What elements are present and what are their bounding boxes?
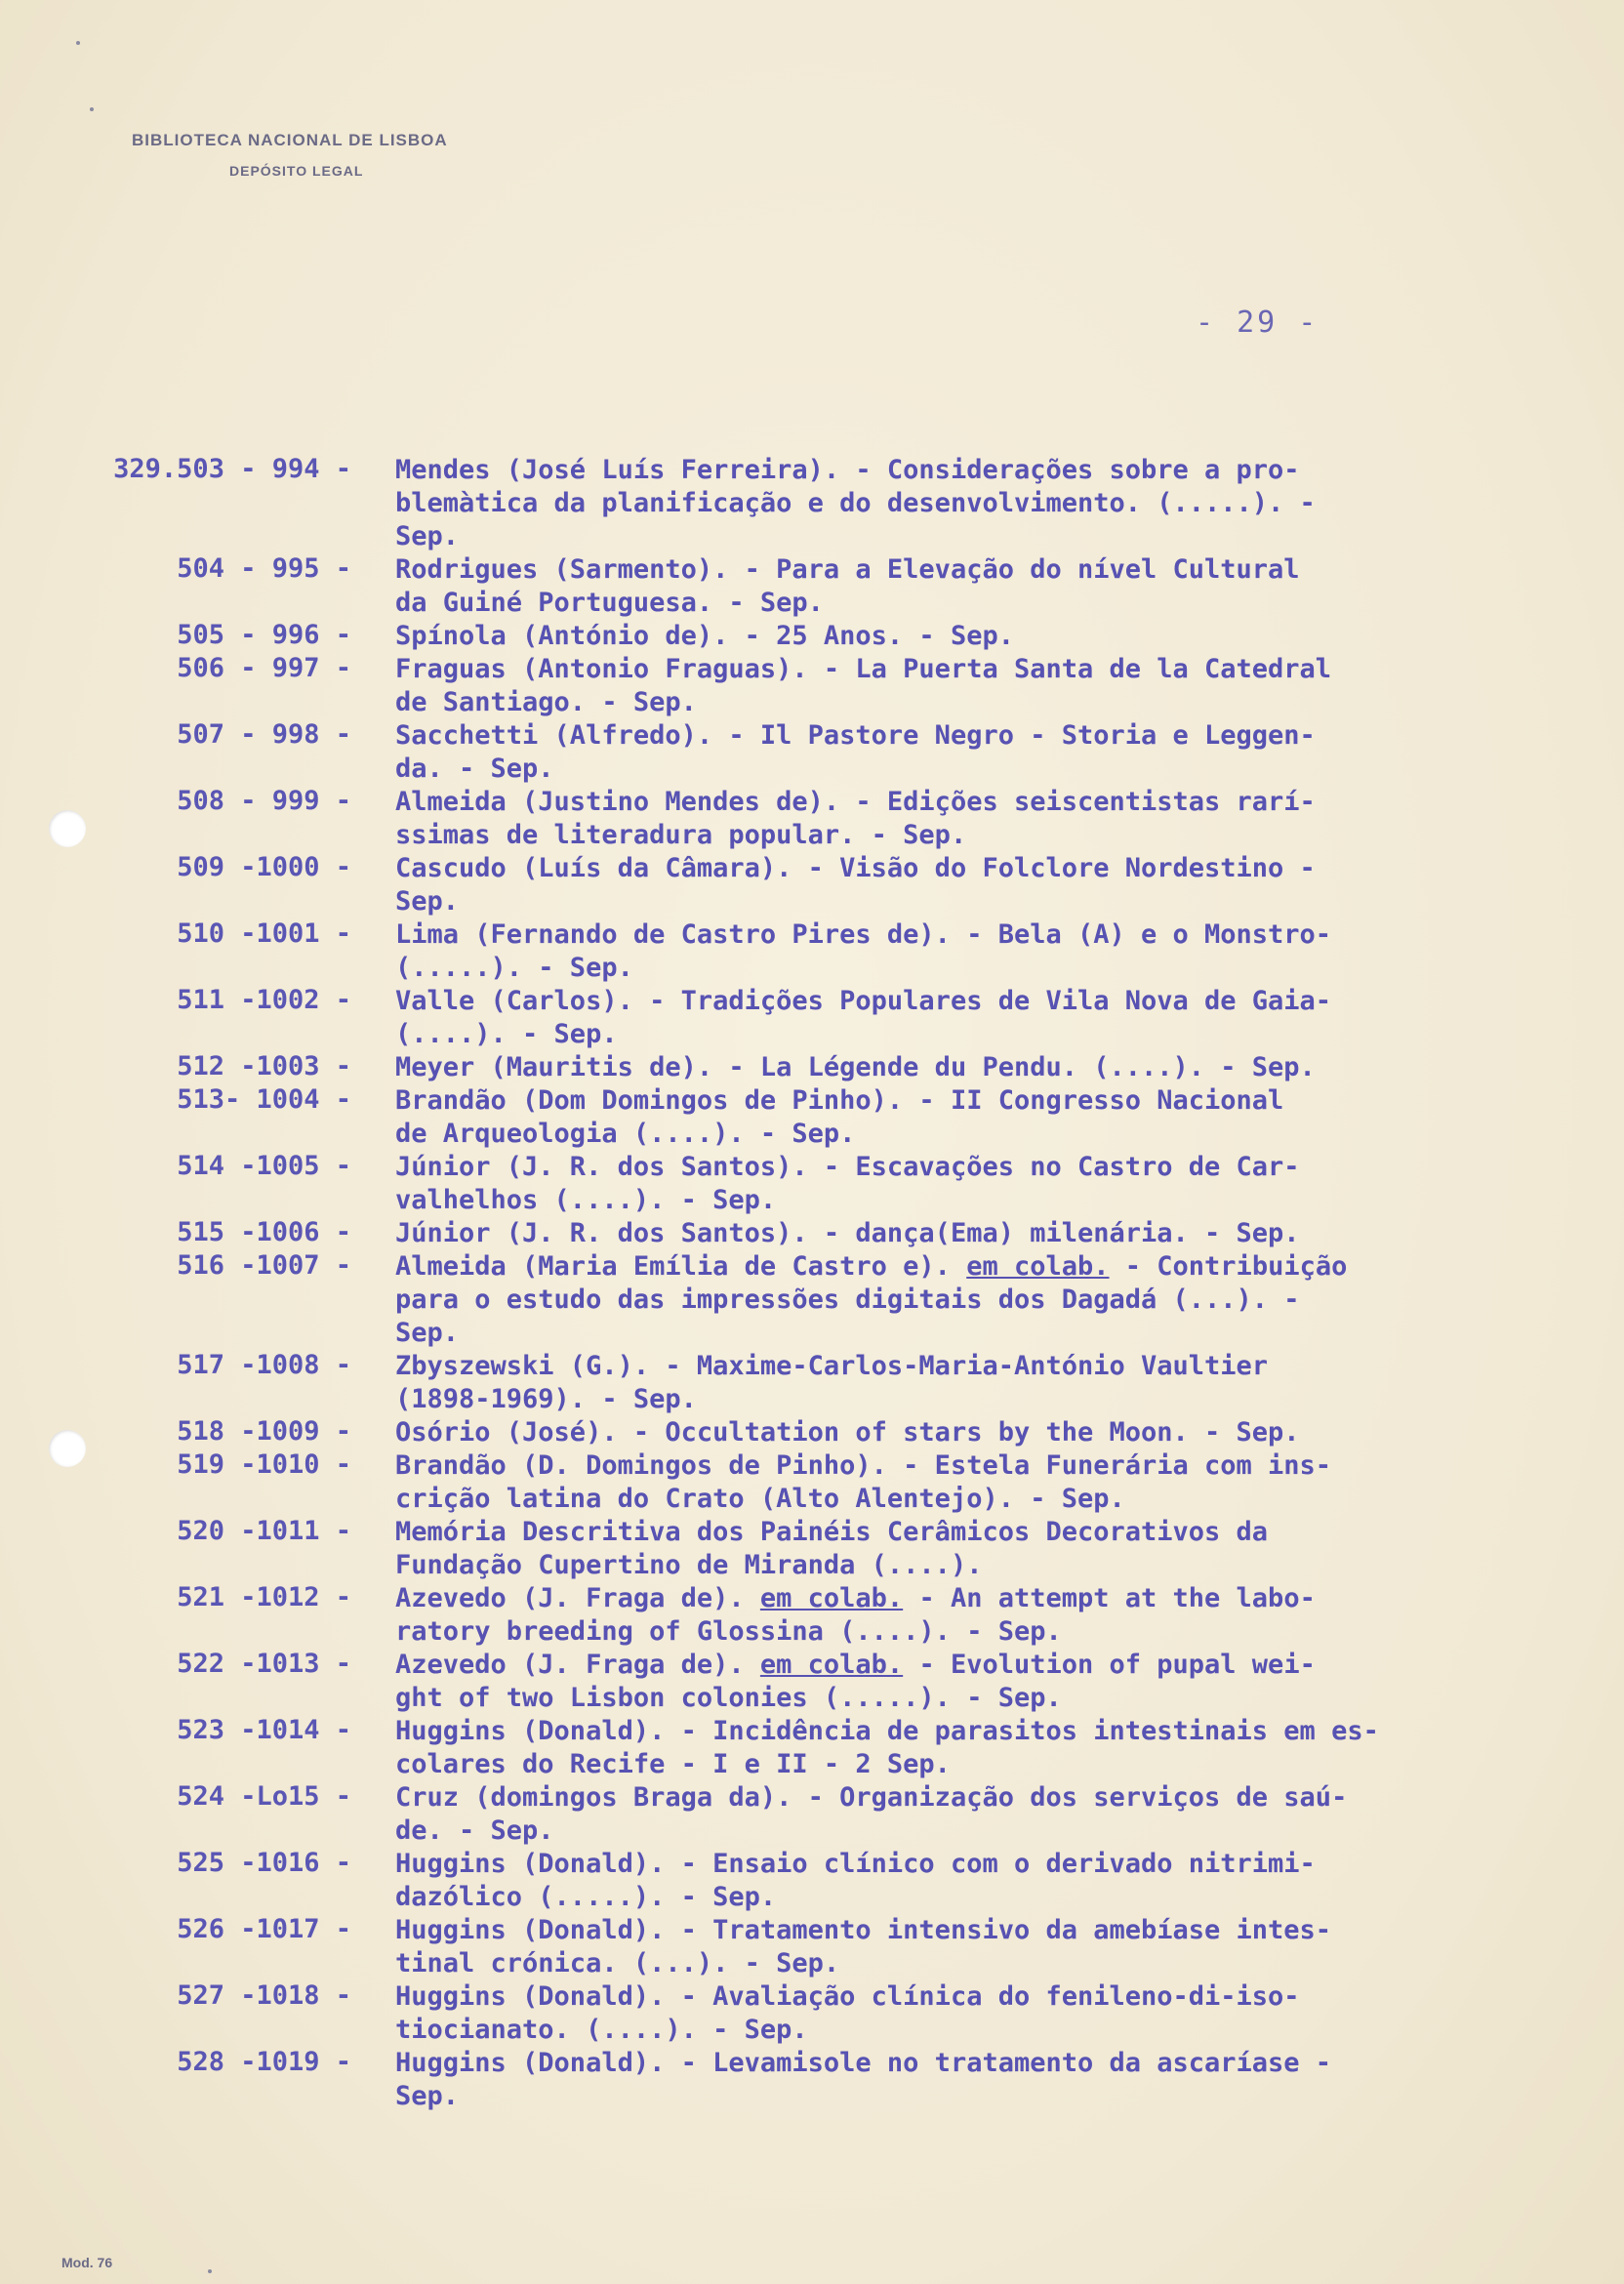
entry-number: 507 - 998 - (177, 719, 351, 750)
catalogue-entry (59, 1449, 1581, 1516)
catalogue-entry (59, 1217, 1581, 1250)
entry-text: Mendes (José Luís Ferreira). - Considerações sobre a pro- blemàtica da planificação e do desenvolvimento. (.....). - Sep. (395, 455, 1316, 551)
collaboration-note: em colab. (759, 1583, 904, 1613)
paper-speck (90, 107, 94, 111)
catalogue-entry (59, 1051, 1581, 1084)
entry-text-part: Azevedo (J. Fraga de). (395, 1583, 760, 1613)
catalogue-entry (59, 2047, 1581, 2113)
collaboration-note: em colab. (966, 1251, 1110, 1282)
paper-speck (76, 41, 80, 45)
entry-number: 513- 1004 - (177, 1084, 351, 1115)
entry-text: Valle (Carlos). - Tradições Populares de Vila Nova de Gaia- (....). - Sep. (395, 986, 1332, 1049)
entry-text: Cascudo (Luís da Câmara). - Visão do Folclore Nordestino - Sep. (395, 853, 1316, 917)
catalogue-entry (59, 1848, 1581, 1914)
entry-number: 506 - 997 - (177, 653, 351, 683)
entry-number: 504 - 995 - (177, 553, 351, 584)
catalogue-entry (59, 719, 1581, 786)
catalogue-entry (59, 1715, 1581, 1781)
letterhead-institution: BIBLIOTECA NACIONAL DE LISBOA (132, 131, 448, 149)
catalogue-entry (59, 985, 1581, 1051)
entry-text (395, 1250, 1605, 1350)
entry-number: 329.503 - 994 - (113, 454, 351, 484)
catalogue-entry (59, 653, 1581, 719)
entry-number: 511 -1002 - (177, 985, 351, 1015)
form-model-number: Mod. 76 (61, 2255, 113, 2270)
entry-text: Huggins (Donald). - Ensaio clínico com o derivado nitrimi- dazólico (.....). - Sep. (395, 1849, 1316, 1912)
entry-number: 524 -Lo15 - (177, 1781, 351, 1812)
catalogue-entry (59, 918, 1581, 985)
entry-text-part: - Evolution of pupal wei- ght of two Lisbon colonies (.....). - Sep. (395, 1650, 1316, 1713)
show-through-text (166, 342, 488, 449)
entry-text: Almeida (Justino Mendes de). - Edições seiscentistas rarí- ssimas de literadura popular. - Sep. (395, 787, 1316, 850)
page-number: - 29 - (1196, 306, 1320, 340)
entry-number: 528 -1019 - (177, 2047, 351, 2077)
entry-text-part: Almeida (Maria Emília de Castro e). (395, 1251, 967, 1282)
entry-text: Júnior (J. R. dos Santos). - dança(Ema) milenária. - Sep. (395, 1218, 1300, 1248)
entry-number: 512 -1003 - (177, 1051, 351, 1081)
entry-text: Sacchetti (Alfredo). - Il Pastore Negro - Storia e Leggen- da. - Sep. (395, 720, 1316, 784)
entry-text (395, 1649, 1605, 1715)
entry-text-part: Azevedo (J. Fraga de). (395, 1650, 760, 1680)
entry-text: Meyer (Mauritis de). - La Légende du Pendu. (....). - Sep. (395, 1052, 1316, 1082)
entry-number: 518 -1009 - (177, 1416, 351, 1447)
entry-number: 519 -1010 - (177, 1449, 351, 1480)
entry-number: 522 -1013 - (177, 1649, 351, 1679)
entry-text: Memória Descritiva dos Painéis Cerâmicos Decorativos da Fundação Cupertino de Miranda (....). (395, 1517, 1269, 1580)
entry-number: 523 -1014 - (177, 1715, 351, 1745)
letterhead-stamp (132, 131, 448, 179)
entry-text: Lima (Fernando de Castro Pires de). - Bela (A) e o Monstro- (.....). - Sep. (395, 919, 1332, 983)
catalogue-entry (59, 1084, 1581, 1151)
entry-text: Zbyszewski (G.). - Maxime-Carlos-Maria-António Vaultier (1898-1969). - Sep. (395, 1351, 1269, 1414)
entry-text-part: - An attempt at the labo- ratory breeding of Glossina (....). - Sep. (395, 1583, 1316, 1647)
entry-number: 525 -1016 - (177, 1848, 351, 1878)
catalogue-entry (59, 786, 1581, 852)
entry-number: 520 -1011 - (177, 1516, 351, 1546)
entry-text: Brandão (D. Domingos de Pinho). - Estela Funerária com ins- crição latina do Crato (Alto Alentejo). - Sep. (395, 1450, 1332, 1514)
entry-text: Huggins (Donald). - Avaliação clínica do fenileno-di-iso- tiocianato. (....). - Sep. (395, 1981, 1300, 2045)
catalogue-entry (59, 1416, 1581, 1449)
entry-text: Huggins (Donald). - Tratamento intensivo da amebíase intes- tinal crónica. (...). - Sep. (395, 1915, 1332, 1978)
entry-text: Brandão (Dom Domingos de Pinho). - II Congresso Nacional de Arqueologia (....). - Sep. (395, 1085, 1284, 1149)
entry-text: Cruz (domingos Braga da). - Organização dos serviços de saú- de. - Sep. (395, 1782, 1348, 1846)
letterhead-department: DEPÓSITO LEGAL (229, 163, 364, 179)
entry-number: 510 -1001 - (177, 918, 351, 949)
entry-text: Huggins (Donald). - Levamisole no tratamento da ascaríase - Sep. (395, 2048, 1332, 2111)
entry-number: 508 - 999 - (177, 786, 351, 816)
paper-speck (208, 2269, 212, 2273)
catalogue-entry (59, 1582, 1581, 1649)
entry-text: Júnior (J. R. dos Santos). - Escavações no Castro de Car- valhelhos (....). - Sep. (395, 1152, 1300, 1215)
entry-text: Spínola (António de). - 25 Anos. - Sep. (395, 621, 1014, 651)
catalogue-entry (59, 1151, 1581, 1217)
catalogue-entry (59, 1350, 1581, 1416)
catalogue-entry (59, 553, 1581, 620)
catalogue-entries (59, 454, 1581, 2113)
catalogue-entry (59, 852, 1581, 918)
entry-number: 517 -1008 - (177, 1350, 351, 1380)
entry-text: Osório (José). - Occultation of stars by the Moon. - Sep. (395, 1417, 1300, 1448)
catalogue-entry (59, 1980, 1581, 2047)
catalogue-entry (59, 620, 1581, 653)
entry-text: Rodrigues (Sarmento). - Para a Elevação do nível Cultural da Guiné Portuguesa. - Sep. (395, 554, 1300, 618)
catalogue-entry (59, 454, 1581, 553)
entry-number: 509 -1000 - (177, 852, 351, 882)
entry-number: 521 -1012 - (177, 1582, 351, 1612)
entry-number: 526 -1017 - (177, 1914, 351, 1944)
entry-text: Huggins (Donald). - Incidência de parasitos intestinais em es- colares do Recife - I e II - 2 Sep. (395, 1716, 1379, 1779)
catalogue-entry (59, 1250, 1581, 1350)
catalogue-entry (59, 1781, 1581, 1848)
catalogue-entry (59, 1914, 1581, 1980)
entry-number: 514 -1005 - (177, 1151, 351, 1181)
entry-text-part: - Contribuição para o estudo das impressões digitais dos Dagadá (...). - Sep. (395, 1251, 1348, 1348)
entry-number: 505 - 996 - (177, 620, 351, 650)
entry-number: 527 -1018 - (177, 1980, 351, 2011)
collaboration-note: em colab. (759, 1650, 904, 1680)
entry-number: 515 -1006 - (177, 1217, 351, 1247)
catalogue-entry (59, 1516, 1581, 1582)
entry-text (395, 1582, 1605, 1649)
catalogue-entry (59, 1649, 1581, 1715)
entry-text: Fraguas (Antonio Fraguas). - La Puerta Santa de la Catedral de Santiago. - Sep. (395, 654, 1332, 717)
entry-number: 516 -1007 - (177, 1250, 351, 1281)
